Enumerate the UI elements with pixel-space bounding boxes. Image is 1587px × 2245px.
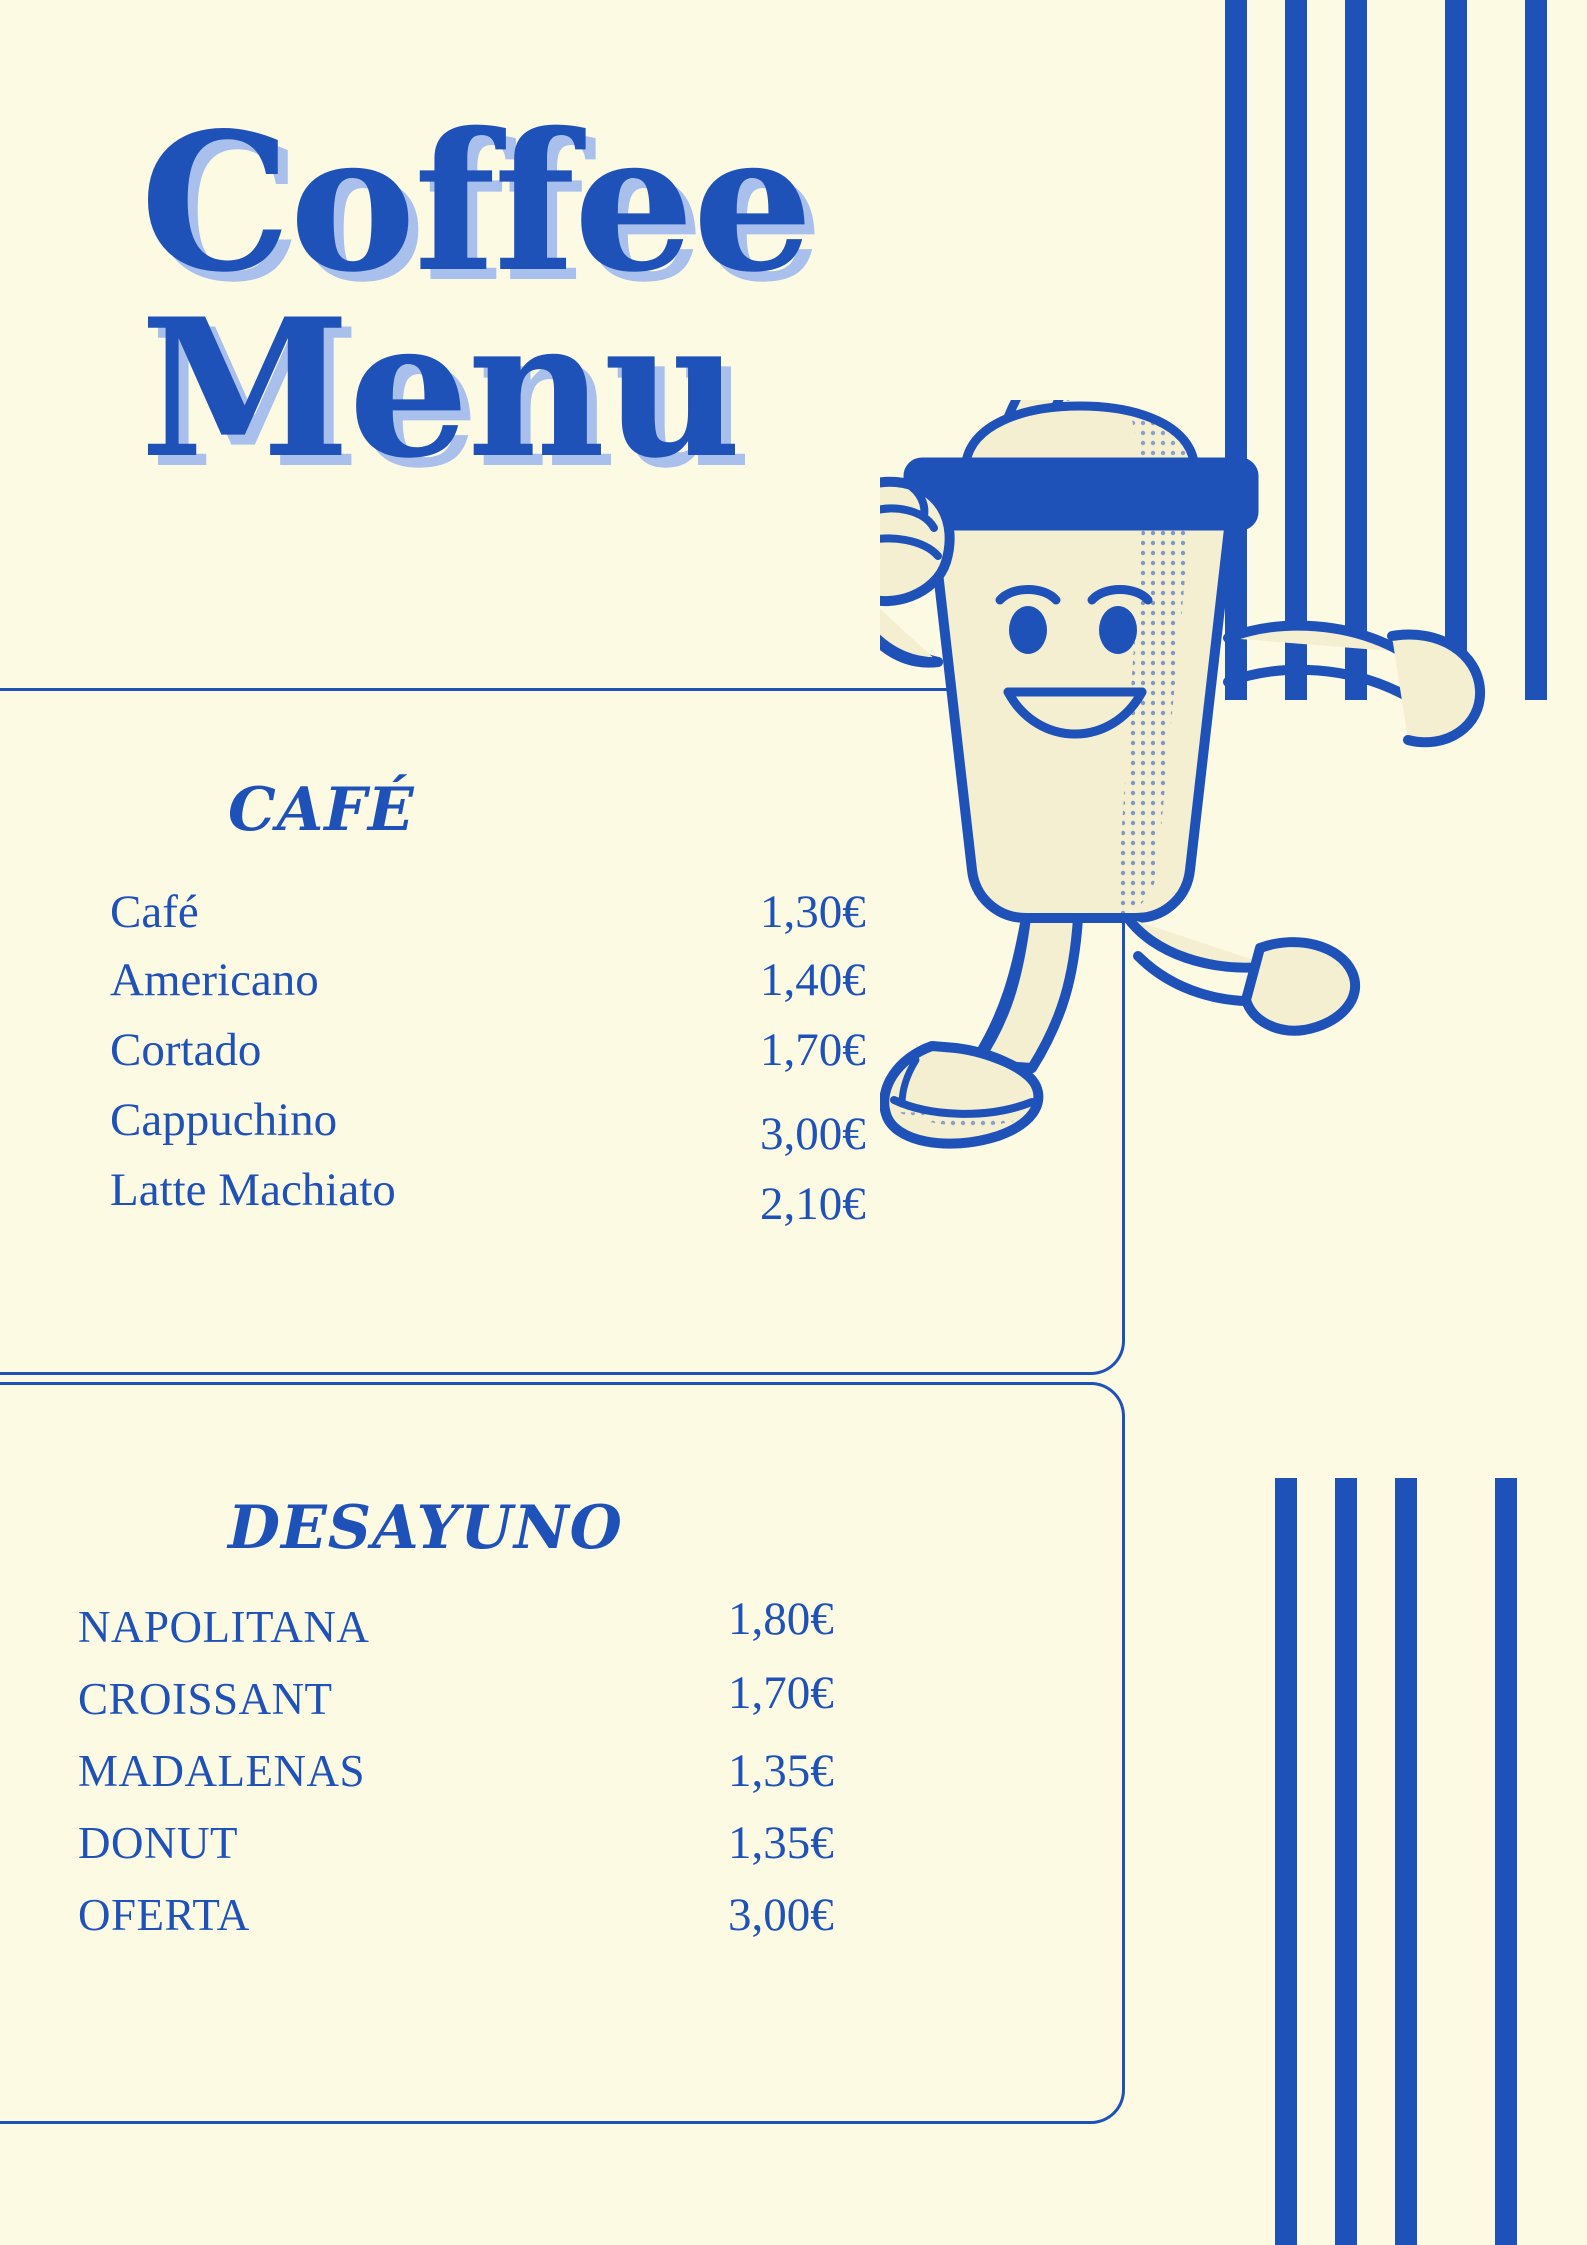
menu-item-row [78, 1744, 908, 1798]
menu-item-name: MADALENAS [78, 1746, 366, 1796]
title-line-one: Coffee [140, 91, 812, 314]
title-line-two: Menu [140, 277, 740, 501]
menu-item-name: Americano [110, 954, 319, 1006]
menu-item-price: 1,80€ [728, 1593, 834, 1645]
menu-item-row [110, 953, 940, 1007]
menu-item-name: Latte Machiato [110, 1164, 396, 1216]
section-heading-desayuno: DESAYUNO [228, 1493, 623, 1563]
menu-item-price: 3,00€ [728, 1889, 834, 1941]
menu-item-price: 2,10€ [760, 1178, 866, 1230]
page-title [140, 91, 1140, 501]
decorative-stripes-top [1225, 0, 1587, 700]
menu-item-name: OFERTA [78, 1890, 250, 1940]
menu-item-price: 3,00€ [760, 1108, 866, 1160]
menu-item-price: 1,40€ [760, 954, 866, 1006]
menu-list-desayuno [78, 1593, 908, 1960]
menu-item-row [110, 1023, 940, 1077]
menu-item-name: Cortado [110, 1024, 262, 1076]
menu-list-cafe [110, 885, 940, 1230]
menu-item-price: 1,35€ [728, 1745, 834, 1797]
menu-item-row [110, 885, 940, 939]
menu-item-row [78, 1593, 908, 1654]
menu-item-price: 1,70€ [728, 1667, 834, 1719]
menu-item-name: NAPOLITANA [78, 1602, 370, 1652]
section-heading-cafe: CAFÉ [228, 775, 415, 845]
menu-item-price: 1,30€ [760, 886, 866, 938]
menu-item-name: DONUT [78, 1818, 238, 1868]
menu-item-price: 1,70€ [760, 1024, 866, 1076]
menu-item-name: CROISSANT [78, 1674, 333, 1724]
menu-item-row [78, 1888, 908, 1942]
decorative-stripes-bottom [1275, 1478, 1587, 2245]
menu-item-price: 1,35€ [728, 1817, 834, 1869]
menu-item-row [110, 1093, 940, 1160]
menu-item-row [110, 1163, 940, 1230]
menu-item-name: Café [110, 886, 199, 938]
menu-item-row [78, 1816, 908, 1870]
menu-item-name: Cappuchino [110, 1094, 338, 1146]
menu-item-row [78, 1667, 908, 1726]
